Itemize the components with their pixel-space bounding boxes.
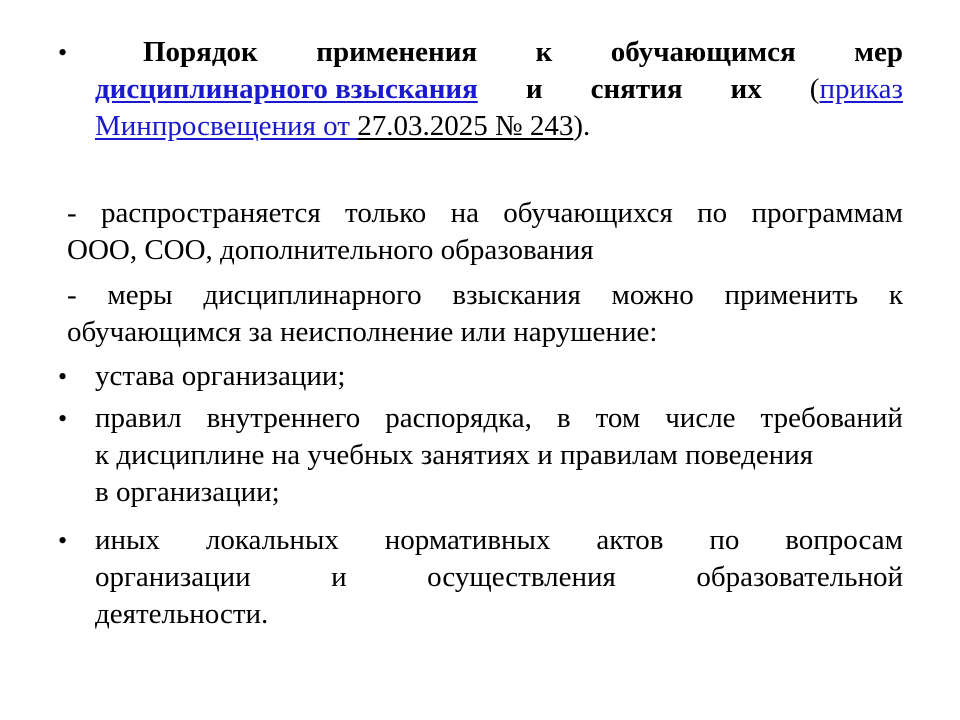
- list-word: локальных: [205, 524, 339, 556]
- heading-close: ).: [573, 110, 591, 142]
- para-word: применить: [724, 279, 859, 311]
- para-word: меры: [107, 279, 173, 311]
- list-word: организации: [95, 561, 251, 593]
- heading-word: снятия: [590, 73, 683, 105]
- para-word: взыскания: [452, 279, 581, 311]
- list-item-2-line-3: в организации;: [95, 476, 280, 508]
- para-word: распространяется: [100, 197, 321, 229]
- list-word: актов: [596, 524, 664, 556]
- para-word: программам: [751, 197, 903, 229]
- heading-word: применения: [316, 36, 478, 68]
- list-word: числе: [665, 402, 736, 434]
- list-item-3-line-3: деятельности.: [95, 598, 269, 630]
- bullet-item-1: •: [58, 362, 68, 391]
- heading-line-3: [95, 108, 590, 144]
- bullet-item-3: •: [58, 526, 68, 555]
- para-word: по: [697, 197, 728, 229]
- paren-open: (: [809, 73, 820, 105]
- list-item-3-line-1: [95, 522, 903, 558]
- list-item-2-line-1: [95, 400, 903, 436]
- para-word: дисциплинарного: [203, 279, 422, 311]
- heading-word: мер: [854, 36, 903, 68]
- para-word: можно: [611, 279, 694, 311]
- para-word: только: [345, 197, 427, 229]
- heading-word: обучающимся: [610, 36, 796, 68]
- list-word: том: [595, 402, 641, 434]
- heading-line-1: [143, 34, 903, 70]
- heading-line-2: [95, 71, 903, 107]
- para-word: -: [67, 279, 77, 311]
- list-word: нормативных: [384, 524, 551, 556]
- order-date: 27.03.2025 № 243: [357, 110, 574, 142]
- list-word: в: [556, 402, 571, 434]
- list-word: и: [331, 561, 347, 593]
- list-word: правил: [95, 402, 182, 434]
- discipline-link[interactable]: дисциплинарного взыскания: [95, 73, 478, 105]
- order-group: [810, 71, 903, 107]
- list-word: по: [709, 524, 740, 556]
- heading-word: их: [730, 73, 762, 105]
- heading-word: и: [525, 73, 543, 105]
- list-word: распорядка,: [385, 402, 532, 434]
- para2-line-2: обучающимся за неисполнение или нарушение:: [67, 316, 658, 348]
- para1-line-2: ООО, СОО, дополнительного образования: [67, 234, 594, 266]
- para-word: на: [450, 197, 479, 229]
- para2-line-1: [67, 277, 903, 313]
- heading-word: Порядок: [143, 36, 258, 68]
- list-item-3-line-2: [95, 559, 903, 595]
- list-word: иных: [95, 524, 161, 556]
- heading-word: к: [535, 36, 553, 68]
- para-word: -: [67, 197, 77, 229]
- list-word: осуществления: [427, 561, 616, 593]
- bullet-item-2: •: [58, 404, 68, 433]
- ministry-link[interactable]: Минпросвещения от: [95, 110, 358, 142]
- list-word: требований: [760, 402, 903, 434]
- list-word: вопросам: [785, 524, 903, 556]
- list-item-2-line-2: к дисциплине на учебных занятиях и правилам поведения: [95, 439, 814, 471]
- list-word: внутреннего: [206, 402, 361, 434]
- order-link[interactable]: приказ: [819, 73, 903, 105]
- bullet-heading: •: [58, 38, 68, 67]
- list-item-1: устава организации;: [95, 360, 346, 392]
- para-word: обучающихся: [503, 197, 673, 229]
- para1-line-1: [67, 195, 903, 231]
- para-word: к: [888, 279, 903, 311]
- list-word: образовательной: [696, 561, 903, 593]
